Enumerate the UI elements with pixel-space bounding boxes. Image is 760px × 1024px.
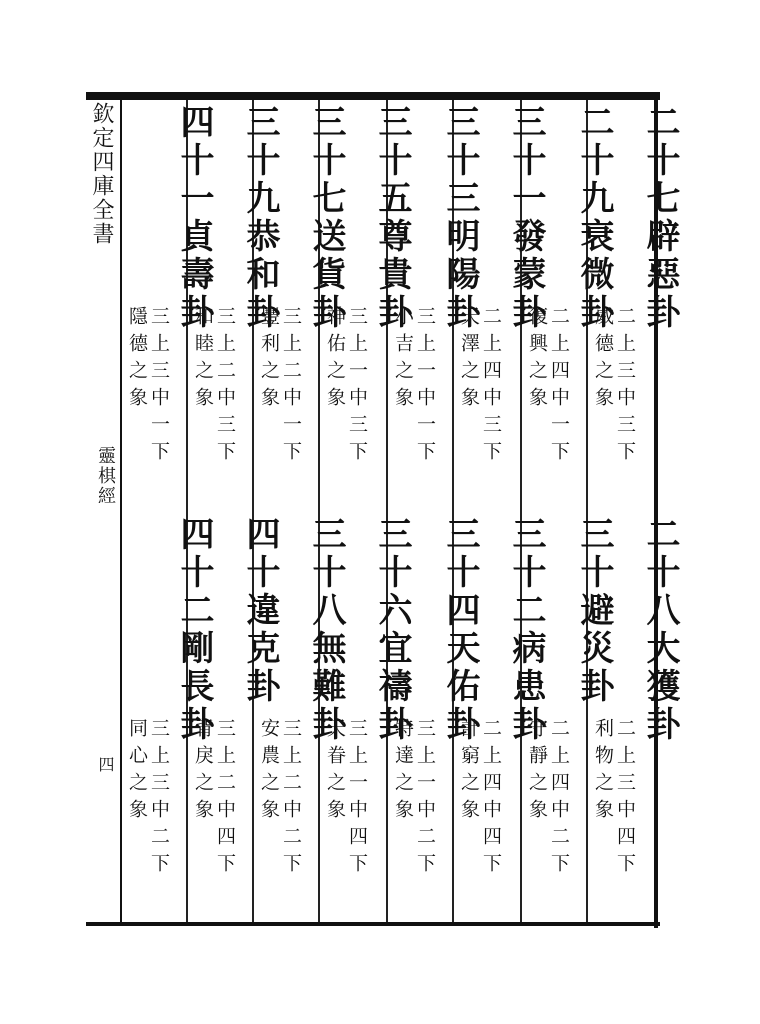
hexagram-entry — [126, 516, 216, 880]
section-title: 靈棋經 — [95, 446, 116, 506]
hexagram-position: 三上二中二下 — [280, 718, 302, 880]
hexagram-meaning: 復興之象 — [526, 306, 548, 414]
hexagram-meaning: 安農之象 — [258, 718, 280, 826]
frame-top-border — [86, 92, 660, 100]
hexagram-meaning: 豐利之象 — [258, 306, 280, 414]
hexagram-meaning: 守靜之象 — [526, 718, 548, 826]
hexagram-position: 二上四中二下 — [548, 718, 570, 880]
hexagram-meaning: 天澤之象 — [458, 306, 480, 414]
hexagram-name: 三十一發蒙卦 — [506, 104, 546, 332]
hexagram-position: 三上二中三下 — [214, 306, 236, 468]
hexagram-meaning: 和睦之象 — [192, 306, 214, 414]
hexagram-name: 四十一貞壽卦 — [174, 104, 214, 332]
hexagram-notes — [126, 306, 170, 468]
hexagram-name: 三十六宜禱卦 — [372, 516, 412, 744]
hexagram-name: 三十八無難卦 — [306, 516, 346, 744]
hexagram-name: 三十二病患卦 — [506, 516, 546, 744]
hexagram-position: 二上四中四下 — [480, 718, 502, 880]
hexagram-position: 二上三中三下 — [614, 306, 636, 468]
hexagram-name: 三十四天佑卦 — [440, 516, 480, 744]
hexagram-notes — [126, 718, 170, 880]
gutter-border — [120, 100, 122, 922]
hexagram-meaning: 特達之象 — [392, 718, 414, 826]
hexagram-position: 三上三中一下 — [148, 306, 170, 468]
hexagram-name: 二十九衰微卦 — [574, 104, 614, 332]
hexagram-position: 三上一中三下 — [346, 306, 368, 468]
hexagram-meaning: 背戾之象 — [192, 718, 214, 826]
hexagram-position: 三上一中一下 — [414, 306, 436, 468]
hexagram-meaning: 利物之象 — [592, 718, 614, 826]
hexagram-position: 三上一中二下 — [414, 718, 436, 880]
hexagram-position: 二上四中三下 — [480, 306, 502, 468]
hexagram-meaning: 小吉之象 — [392, 306, 414, 414]
hexagram-entry — [126, 104, 216, 468]
hexagram-name: 三十三明陽卦 — [440, 104, 480, 332]
hexagram-position: 三上二中四下 — [214, 718, 236, 880]
hexagram-meaning: 威德之象 — [592, 306, 614, 414]
hexagram-name: 三十避災卦 — [574, 516, 614, 706]
hexagram-name: 二十八大獲卦 — [640, 516, 680, 744]
hexagram-meaning: 計窮之象 — [458, 718, 480, 826]
frame-bottom-border — [86, 922, 660, 926]
hexagram-name: 四十二剛長卦 — [174, 516, 214, 744]
hexagram-meaning: 天眷之象 — [324, 718, 346, 826]
hexagram-name: 四十違克卦 — [240, 516, 280, 706]
hexagram-meaning: 隱德之象 — [126, 306, 148, 414]
hexagram-position: 三上二中一下 — [280, 306, 302, 468]
hexagram-meaning: 同心之象 — [126, 718, 148, 826]
hexagram-position: 二上三中四下 — [614, 718, 636, 880]
hexagram-position: 三上三中二下 — [148, 718, 170, 880]
book-title: 欽定四庫全書 — [89, 102, 114, 246]
hexagram-meaning: 神佑之象 — [324, 306, 346, 414]
hexagram-position: 三上一中四下 — [346, 718, 368, 880]
hexagram-name: 三十七送貨卦 — [306, 104, 346, 332]
hexagram-position: 二上四中一下 — [548, 306, 570, 468]
page-number: 四 — [96, 756, 115, 774]
hexagram-name: 三十九恭和卦 — [240, 104, 280, 332]
hexagram-name: 三十五尊貴卦 — [372, 104, 412, 332]
hexagram-name: 二十七辟惡卦 — [640, 104, 680, 332]
